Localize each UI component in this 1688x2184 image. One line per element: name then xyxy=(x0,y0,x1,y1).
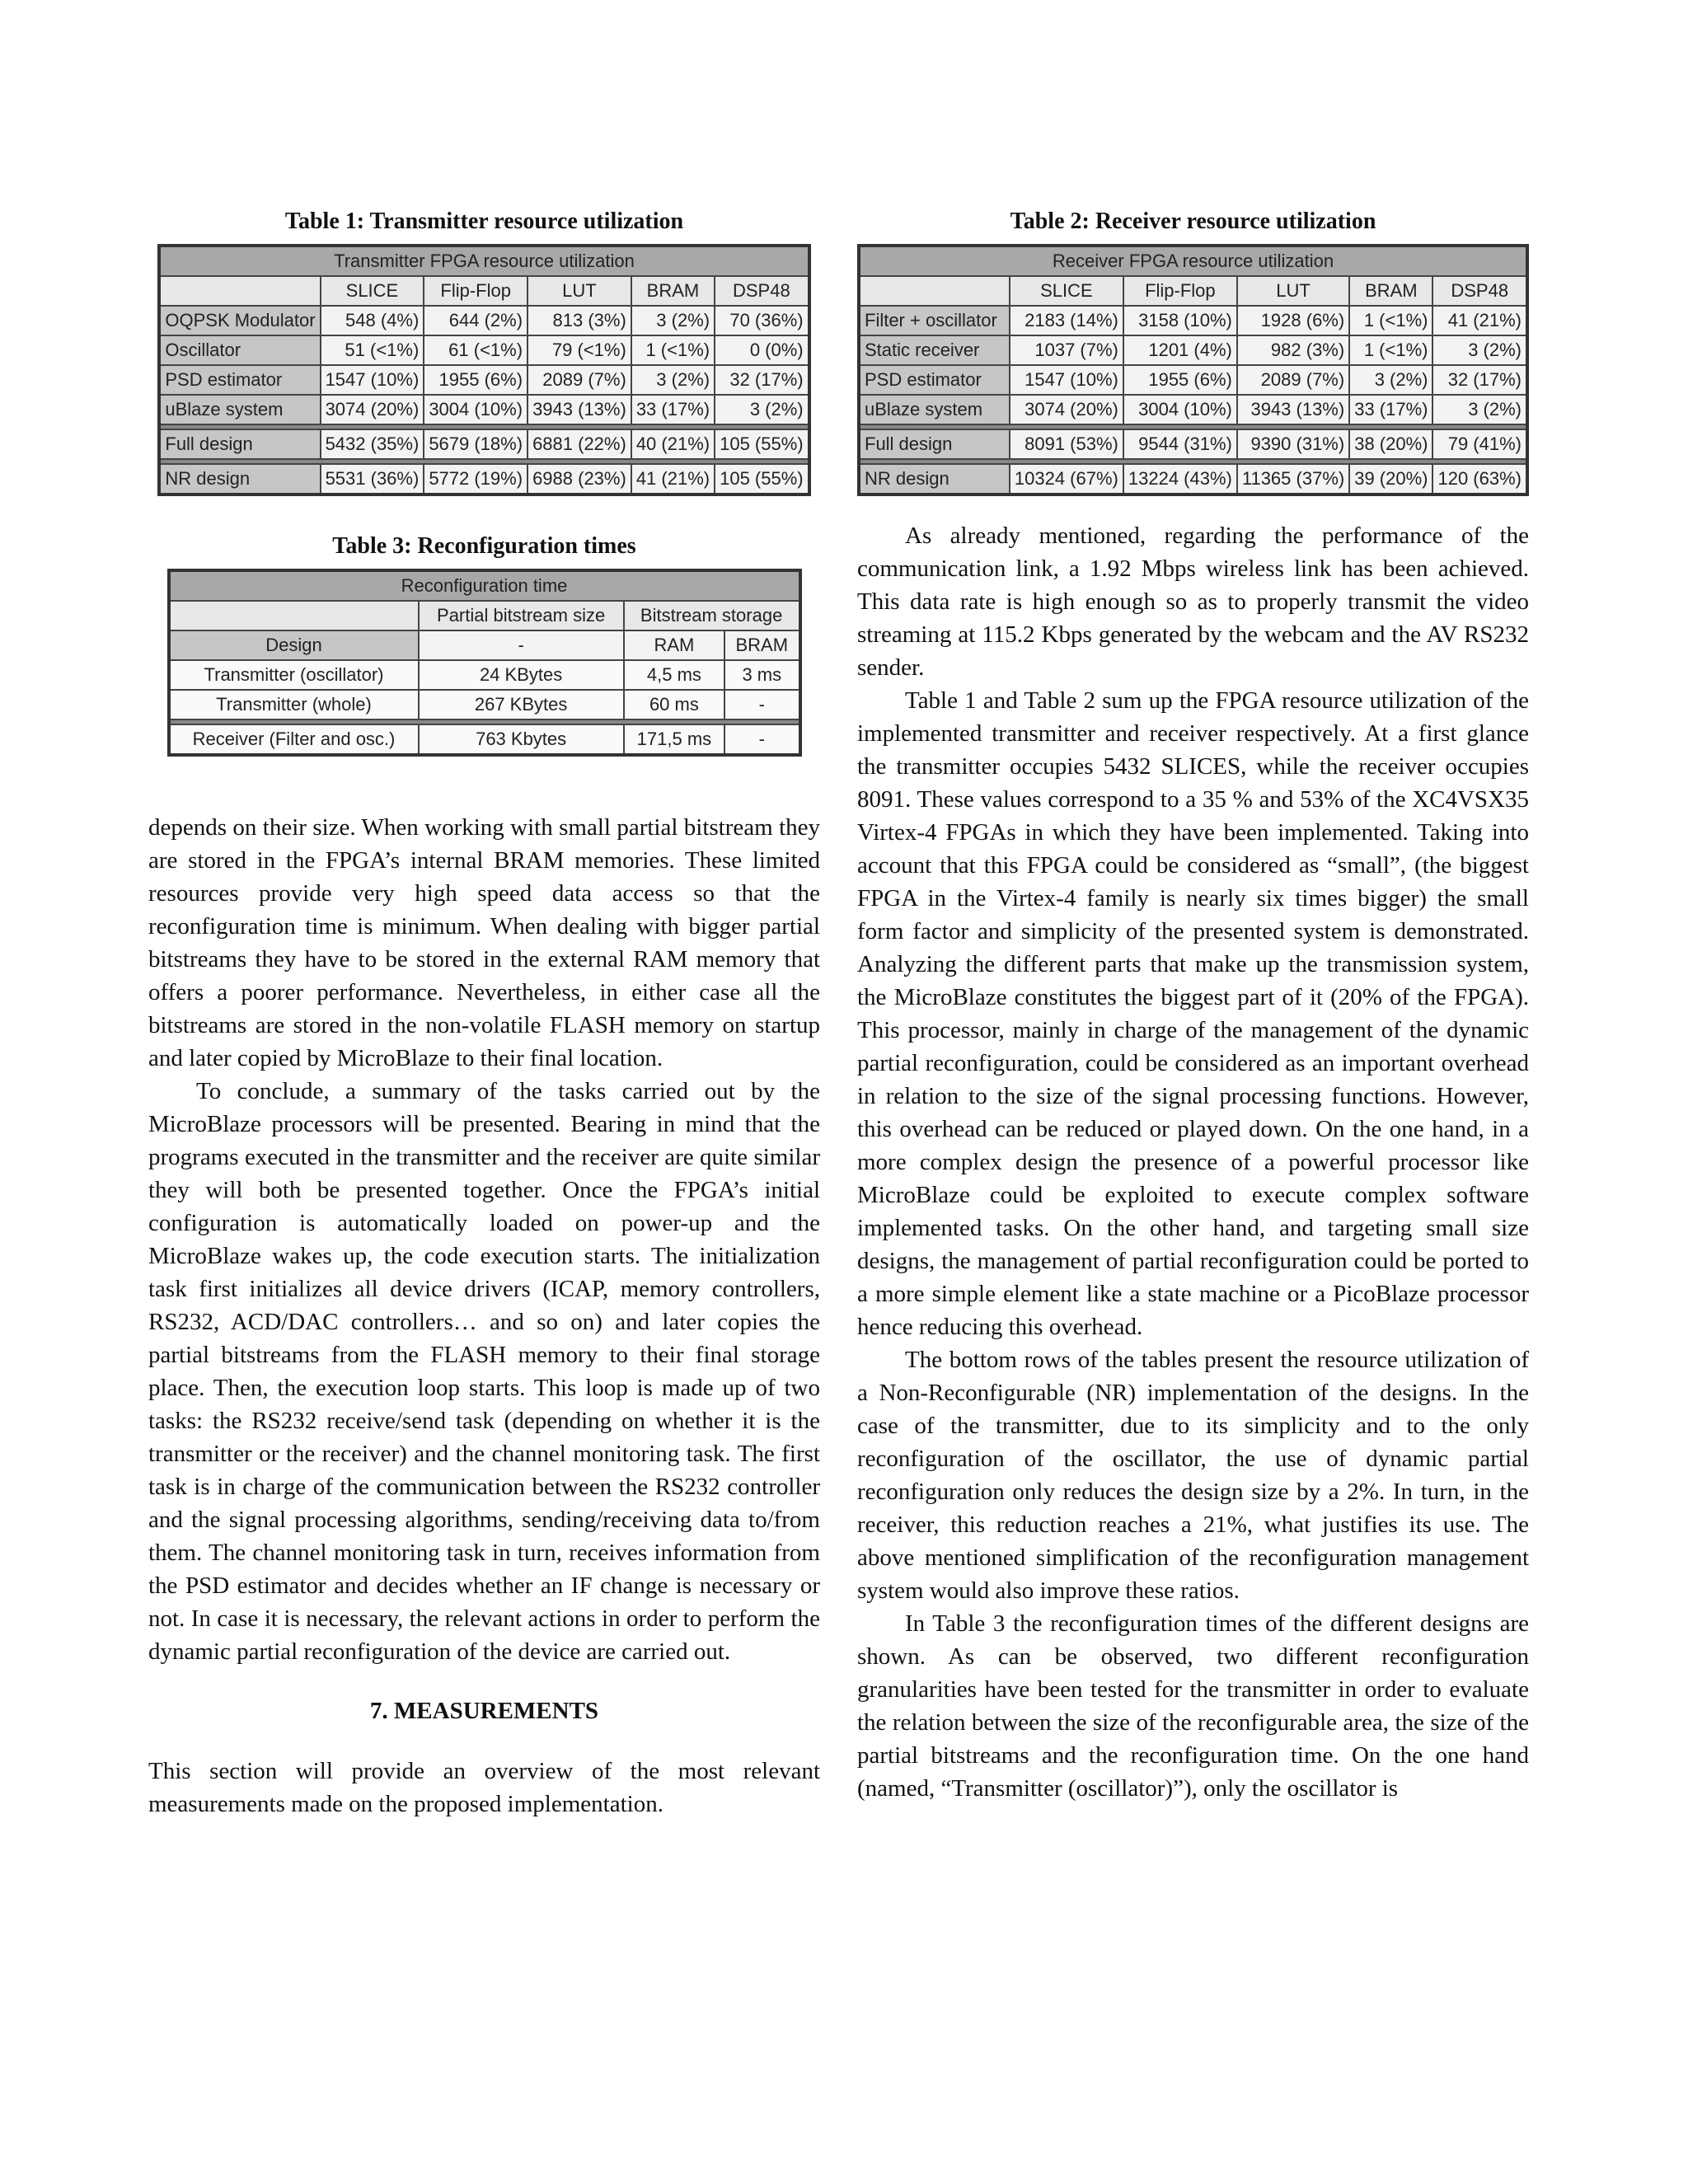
cell: 32 (17%) xyxy=(1432,365,1527,395)
table-row xyxy=(169,690,800,719)
cell: 13224 (43%) xyxy=(1123,464,1237,494)
left-column xyxy=(148,208,820,1821)
cell: 1928 (6%) xyxy=(1237,306,1349,335)
cell: 1037 (7%) xyxy=(1010,335,1123,365)
transmitter-resource-table xyxy=(157,244,810,496)
cell: 41 (21%) xyxy=(631,464,715,494)
cell: 39 (20%) xyxy=(1349,464,1432,494)
cell: 40 (21%) xyxy=(631,429,715,459)
cell: 5432 (35%) xyxy=(321,429,424,459)
cell: 33 (17%) xyxy=(631,395,715,424)
table1-title: Transmitter FPGA resource utilization xyxy=(159,246,809,276)
table3-ram-label: RAM xyxy=(624,630,724,660)
receiver-resource-table xyxy=(857,244,1529,496)
table-row xyxy=(859,429,1527,459)
table-row xyxy=(169,724,800,755)
right-paragraph-4: In Table 3 the reconfiguration times of the different designs are shown. As can be observed, two different reconfiguration granularities have been tested for the transmitter in order to evaluate the relation between the size of the reconfigurable area, the size of the partial bitstreams and the reconfiguration time. On the one hand (named, “Transmitter (oscillator)”), only the oscillator is xyxy=(857,1610,1529,1802)
table-row xyxy=(859,335,1527,365)
table2-col-header: DSP48 xyxy=(1432,276,1527,306)
table1-col-header: BRAM xyxy=(631,276,715,306)
table1-caption: Table 1: Transmitter resource utilization xyxy=(284,209,684,234)
left-paragraph-3: This section will provide an overview of the most relevant measurements made on the proposed implementation. xyxy=(148,1758,820,1817)
cell: Transmitter (oscillator) xyxy=(169,660,419,690)
table2-title: Receiver FPGA resource utilization xyxy=(859,246,1527,276)
cell: 3 (2%) xyxy=(1432,335,1527,365)
cell: Transmitter (whole) xyxy=(169,690,419,719)
cell: 1955 (6%) xyxy=(424,365,528,395)
table1-col-header: SLICE xyxy=(321,276,424,306)
cell: 41 (21%) xyxy=(1432,306,1527,335)
cell: 6881 (22%) xyxy=(528,429,631,459)
table3-col-header: Partial bitstream size xyxy=(419,601,624,630)
cell: 79 (41%) xyxy=(1432,429,1527,459)
cell: 11365 (37%) xyxy=(1237,464,1349,494)
cell: 171,5 ms xyxy=(624,724,724,755)
row-label: PSD estimator xyxy=(159,365,320,395)
cell: 2089 (7%) xyxy=(1237,365,1349,395)
cell: 1201 (4%) xyxy=(1123,335,1237,365)
table3-title: Reconfiguration time xyxy=(169,570,800,601)
cell: 3 ms xyxy=(724,660,799,690)
table3-design-label: Design xyxy=(169,630,419,660)
cell: 5772 (19%) xyxy=(424,464,528,494)
table-row xyxy=(159,429,809,459)
cell: 3158 (10%) xyxy=(1123,306,1237,335)
right-paragraph-2: Table 1 and Table 2 sum up the FPGA resource utilization of the implemented transmitter and receiver respectively. At a first glance the transmitter occupies 5432 SLICES, while the receiver occupies 8091. These values correspond to a 35 % and 53% of the XC4VSX35 Virtex-4 FPGAs in which they have been implemented. Taking into account that this FPGA could be considered as “small”, (the biggest FPGA in the Virtex-4 family is nearly six times bigger) the small form factor and simplicity of the presented system is demonstrated. Analyzing the different parts that make up the transmission system, the MicroBlaze constitutes the biggest part of it (20% of the FPGA). This processor, mainly in charge of the management of the dynamic partial reconfiguration, could be considered as an important overhead in relation to the size of the signal processing functions. However, this overhead can be reduced or played down. On the one hand, in a more complex design the presence of a powerful processor like MicroBlaze could be exploited to execute complex software implemented tasks. On the other hand, and targeting small size designs, the management of partial reconfiguration could be ported to a more simple element like a state machine or a PicoBlaze processor hence reducing this overhead. xyxy=(857,687,1529,1340)
cell: 3004 (10%) xyxy=(424,395,528,424)
table2-caption: Table 2: Receiver resource utilization xyxy=(1010,209,1376,234)
row-label: Full design xyxy=(859,429,1010,459)
cell: 813 (3%) xyxy=(528,306,631,335)
cell: 3 (2%) xyxy=(715,395,809,424)
cell: 1547 (10%) xyxy=(321,365,424,395)
table3-corner-cell xyxy=(169,601,419,630)
cell: 982 (3%) xyxy=(1237,335,1349,365)
row-label: Oscillator xyxy=(159,335,320,365)
right-column xyxy=(857,208,1529,1805)
cell: 1547 (10%) xyxy=(1010,365,1123,395)
cell: 105 (55%) xyxy=(715,429,809,459)
row-label: Full design xyxy=(159,429,320,459)
row-label: Filter + oscillator xyxy=(859,306,1010,335)
table1-col-header: LUT xyxy=(528,276,631,306)
cell: 763 Kbytes xyxy=(419,724,624,755)
cell: 79 (<1%) xyxy=(528,335,631,365)
cell: 1 (<1%) xyxy=(1349,306,1432,335)
table-row xyxy=(159,306,809,335)
table2-corner-cell xyxy=(859,276,1010,306)
row-label: NR design xyxy=(859,464,1010,494)
cell: 3943 (13%) xyxy=(1237,395,1349,424)
cell: 6988 (23%) xyxy=(528,464,631,494)
table3-col-header: Bitstream storage xyxy=(624,601,800,630)
table1-col-header: DSP48 xyxy=(715,276,809,306)
cell: 0 (0%) xyxy=(715,335,809,365)
table-row xyxy=(859,365,1527,395)
cell: 61 (<1%) xyxy=(424,335,528,365)
cell: 8091 (53%) xyxy=(1010,429,1123,459)
cell: - xyxy=(724,690,799,719)
left-paragraph-1: depends on their size. When working with small partial bitstream they are stored in the FPGA’s internal BRAM memories. These limited resources provide very high speed data access so that the reconfiguration time is minimum. When dealing with bigger partial bitstreams they have to be stored in the external RAM memory that offers a poorer performance. Nevertheless, in either case all the bitstreams are stored in the non-volatile FLASH memory on startup and later copied by MicroBlaze to their final location. xyxy=(148,814,820,1071)
cell: 267 KBytes xyxy=(419,690,624,719)
cell: 105 (55%) xyxy=(715,464,809,494)
table-row xyxy=(159,395,809,424)
table2-col-header: LUT xyxy=(1237,276,1349,306)
row-label: Static receiver xyxy=(859,335,1010,365)
table3-size-dash: - xyxy=(419,630,624,660)
cell: 9390 (31%) xyxy=(1237,429,1349,459)
cell: 3004 (10%) xyxy=(1123,395,1237,424)
row-label: OQPSK Modulator xyxy=(159,306,320,335)
cell: 3074 (20%) xyxy=(1010,395,1123,424)
right-paragraph-1: As already mentioned, regarding the performance of the communication link, a 1.92 Mbps wireless link has been achieved. This data rate is high enough so as to properly transmit the video streaming at 115.2 Kbps generated by the webcam and the AV RS232 sender. xyxy=(857,523,1529,681)
row-label: NR design xyxy=(159,464,320,494)
cell: 51 (<1%) xyxy=(321,335,424,365)
cell: 5679 (18%) xyxy=(424,429,528,459)
table1-col-header: Flip-Flop xyxy=(424,276,528,306)
table-row xyxy=(169,660,800,690)
right-paragraph-3: The bottom rows of the tables present the resource utilization of a Non-Reconfigurable (NR) implementation of the designs. In the case of the transmitter, due to its simplicity and to the only reconfiguration of the oscillator, the use of dynamic partial reconfiguration only reduces the design size by a 2%. In turn, in the receiver, this reduction reaches a 21%, what justifies its use. The above mentioned simplification of the reconfiguration management system would also improve these ratios. xyxy=(857,1347,1529,1604)
cell: Receiver (Filter and osc.) xyxy=(169,724,419,755)
table2-col-header: Flip-Flop xyxy=(1123,276,1237,306)
cell: 38 (20%) xyxy=(1349,429,1432,459)
table-row xyxy=(159,365,809,395)
cell: 644 (2%) xyxy=(424,306,528,335)
row-label: uBlaze system xyxy=(159,395,320,424)
section-heading: 7. MEASUREMENTS xyxy=(369,1698,599,1724)
cell: 60 ms xyxy=(624,690,724,719)
cell: 32 (17%) xyxy=(715,365,809,395)
cell: 2089 (7%) xyxy=(528,365,631,395)
row-label: uBlaze system xyxy=(859,395,1010,424)
reconfiguration-times-table xyxy=(167,569,802,757)
cell: 2183 (14%) xyxy=(1010,306,1123,335)
cell: 3074 (20%) xyxy=(321,395,424,424)
left-paragraph-2: To conclude, a summary of the tasks carried out by the MicroBlaze processors will be presented. Bearing in mind that the programs executed in the transmitter and the receiver are quite similar they will both be presented together. Once the FPGA’s initial configuration is automatically loaded on power-up and the MicroBlaze wakes up, the code execution starts. The initialization task first initializes all device drivers (ICAP, memory controllers, RS232, ACD/DAC controllers… and so on) and later copies the partial bitstreams from the FLASH memory to their final storage place. Then, the execution loop starts. This loop is made up of two tasks: the RS232 receive/send task (depending on whether it is the transmitter or the receiver) and the channel monitoring task. The first task is in charge of the communication between the RS232 controller and the signal processing algorithms, sending/receiving data to/from them. The channel monitoring task in turn, receives information from the PSD estimator and decides whether an IF change is necessary or not. In case it is necessary, the relevant actions in order to perform the dynamic partial reconfiguration of the device are carried out. xyxy=(148,1078,820,1665)
table-row xyxy=(159,464,809,494)
table-row xyxy=(159,335,809,365)
table-row xyxy=(859,464,1527,494)
cell: 3 (2%) xyxy=(631,365,715,395)
table1-corner-cell xyxy=(159,276,320,306)
table-row xyxy=(859,395,1527,424)
cell: 24 KBytes xyxy=(419,660,624,690)
cell: 1 (<1%) xyxy=(1349,335,1432,365)
cell: 5531 (36%) xyxy=(321,464,424,494)
cell: 4,5 ms xyxy=(624,660,724,690)
cell: 3 (2%) xyxy=(631,306,715,335)
cell: 33 (17%) xyxy=(1349,395,1432,424)
cell: 1 (<1%) xyxy=(631,335,715,365)
table2-col-header: BRAM xyxy=(1349,276,1432,306)
table2-col-header: SLICE xyxy=(1010,276,1123,306)
cell: 10324 (67%) xyxy=(1010,464,1123,494)
cell: 120 (63%) xyxy=(1432,464,1527,494)
cell: 3 (2%) xyxy=(1349,365,1432,395)
table3-caption: Table 3: Reconfiguration times xyxy=(332,533,636,559)
cell: 9544 (31%) xyxy=(1123,429,1237,459)
table-row xyxy=(859,306,1527,335)
row-label: PSD estimator xyxy=(859,365,1010,395)
cell: - xyxy=(724,724,799,755)
cell: 70 (36%) xyxy=(715,306,809,335)
table3-bram-label: BRAM xyxy=(724,630,799,660)
cell: 1955 (6%) xyxy=(1123,365,1237,395)
cell: 3943 (13%) xyxy=(528,395,631,424)
cell: 548 (4%) xyxy=(321,306,424,335)
cell: 3 (2%) xyxy=(1432,395,1527,424)
